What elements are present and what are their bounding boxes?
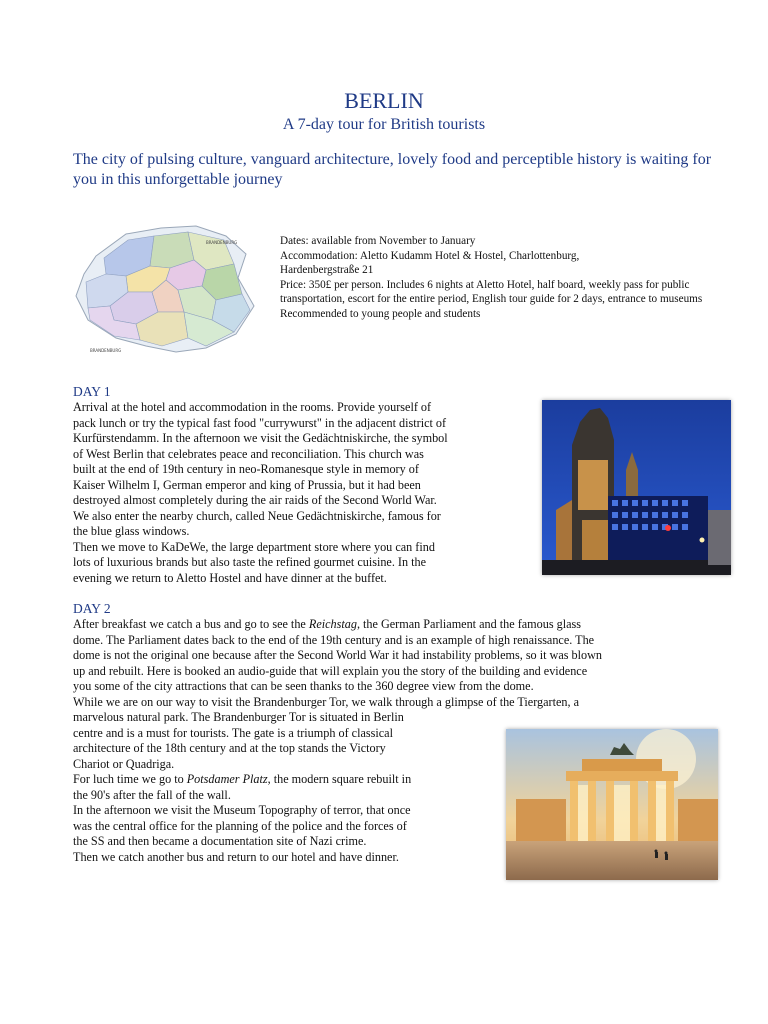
map-label-south: BRANDENBURG [90, 348, 122, 353]
day2-line: marvelous natural park. The Brandenburger Tor is situated in Berlin [73, 710, 404, 724]
day2-text-wide [73, 617, 713, 710]
luch-post: , the modern square rebuilt in [267, 772, 412, 786]
lead-paragraph: The city of pulsing culture, vanguard architecture, lovely food and perceptible history is waiting for you in this unforgettable journey [73, 151, 712, 188]
day2-line: was the central office for the planning of the police and the forces of [73, 818, 407, 833]
church-photo-icon [542, 400, 731, 575]
day1-text [73, 400, 521, 586]
day1-line: Kurfürstendamm. In the afternoon we visit the Gedächtniskirche, the symbol [73, 431, 448, 445]
map-label-north: BRANDENBURG [206, 240, 238, 245]
day2-heading: DAY 2 [73, 601, 111, 616]
day2-text-narrow [73, 710, 473, 865]
day2-line-luch [73, 772, 473, 788]
day1-line: Then we move to KaDeWe, the large department store where you can find [73, 539, 435, 554]
page-title: BERLIN [344, 88, 424, 113]
day1-line: lots of luxurious brands but also taste the refined gourmet cuisine. In the [73, 555, 427, 569]
day1-line: evening we return to Aletto Hostel and have dinner at the buffet. [73, 570, 387, 585]
potsdamer-platz-emphasis: Potsdamer Platz [186, 772, 268, 786]
day1-line: pack lunch or try the typical fast food "currywurst" in the adjacent district of [73, 415, 447, 430]
day2-line1-pre: After breakfast we catch a bus and go to see the [73, 617, 309, 631]
day2-line: centre and is a must for tourists. The gate is a triumph of classical [73, 725, 393, 740]
day2-line: up and rebuilt. Here is booked an audio-guide that will explain you the story of the building and evidence [73, 663, 588, 678]
day2-line: In the afternoon we visit the Museum Topography of terror, that once [73, 803, 411, 817]
brandenburg-gate-icon [506, 729, 718, 880]
info-dates: Dates: available from November to January [280, 235, 476, 247]
day1-line: Kaiser Wilhelm I, German emperor and king of Prussia, but it had been [73, 477, 421, 492]
reichstag-emphasis: Reichstag [308, 617, 357, 631]
day1-heading: DAY 1 [73, 384, 111, 399]
day2-line: Then we catch another bus and return to our hotel and have dinner. [73, 849, 399, 864]
day2-line-first [73, 617, 713, 633]
day2-line: you some of the city attractions that can be seen thanks to the 360 degree view from the dome. [73, 679, 534, 693]
page-subtitle: A 7-day tour for British tourists [282, 116, 486, 133]
berlin-map-icon [66, 216, 262, 362]
day1-line: We also enter the nearby church, called Neue Gedächtniskirche, famous for [73, 508, 441, 523]
church-photo [542, 400, 731, 575]
tour-info [280, 234, 710, 321]
day2-line: the SS and then became a documentation site of Nazi crime. [73, 834, 367, 848]
day2-line: the 90's after the fall of the wall. [73, 787, 231, 802]
day1-line: the blue glass windows. [73, 524, 190, 538]
berlin-map-image [66, 216, 262, 362]
day2-line: While we are on our way to visit the Brandenburger Tor, we walk through a glimpse of the Tiergarten, a [73, 694, 580, 709]
day2-line: dome. The Parliament dates back to the end of the 19th century and is an example of high renaissance. The [73, 632, 595, 647]
brandenburg-gate-photo [506, 729, 718, 880]
day2-line1-post: , the German Parliament and the famous glass [356, 617, 581, 631]
day1-line: Arrival at the hotel and accommodation in the rooms. Provide yourself of [73, 400, 432, 414]
day1-line: destroyed almost completely during the air raids of the Second World War. [73, 493, 437, 507]
info-recommended: Recommended to young people and students [280, 307, 481, 320]
day2-line: dome is not the original one because after the Second World War it had instability problems, so it was blown [73, 648, 602, 662]
day1-line: built at the end of 19th century in neo-Romanesque style in memory of [73, 462, 419, 476]
info-accommodation-line1: Accommodation: Aletto Kudamm Hotel & Hostel, Charlottenburg, [280, 249, 580, 262]
info-price: Price: 350£ per person. Includes 6 nights at Aletto Hotel, half board, weekly pass for public transportation, escort for the entire period, English tour guide for 2 days, entrance to museums [280, 278, 703, 305]
info-accommodation-line2: Hardenbergstraße 21 [280, 264, 374, 276]
day1-line: of West Berlin that celebrates peace and reconciliation. This church was [73, 446, 424, 461]
luch-pre: For luch time we go to [73, 772, 187, 786]
day2-line: architecture of the 18th century and at the top stands the Victory [73, 741, 386, 755]
day2-line: Chariot or Quadriga. [73, 756, 175, 771]
